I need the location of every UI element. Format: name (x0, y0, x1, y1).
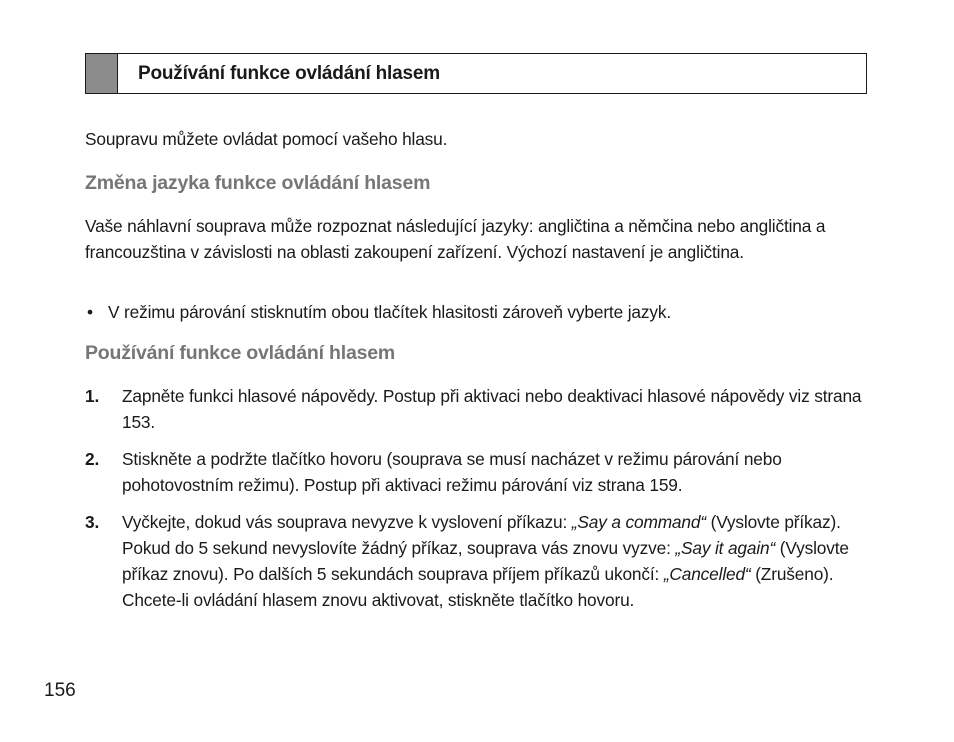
bullet-marker: • (87, 302, 93, 322)
step-text-segment: (Vyslovte příkaz znovu). Po dalších 5 sekundách souprava příjem příkazů ukončí: (122, 538, 849, 584)
language-paragraph: Vaše náhlavní souprava může rozpoznat následující jazyky: angličtina a němčina nebo angličtina a francouzština v závislosti na oblasti zakoupení zařízení. Výchozí nastavení je angličtina. (85, 216, 826, 262)
step-number: 3. (85, 512, 100, 532)
bullet-item (85, 299, 875, 325)
page-title: Používání funkce ovládání hlasem (138, 63, 440, 84)
step-item (85, 509, 875, 613)
section-heading-usage: Používání funkce ovládání hlasem (85, 342, 396, 364)
step-text (122, 509, 875, 613)
step-text-segment: (Zrušeno). Chcete-li ovládání hlasem znovu aktivovat, stiskněte tlačítko hovoru. (122, 564, 834, 610)
step-text-segment: Vyčkejte, dokud vás souprava nevyzve k vyslovení příkazu: (122, 512, 572, 532)
section-title-box (85, 53, 867, 94)
voice-prompt-say-again: „Say it again“ (675, 538, 776, 558)
step-number: 1. (85, 386, 100, 406)
step-text: Zapněte funkci hlasové nápovědy. Postup při aktivaci nebo deaktivaci hlasové nápovědy viz strana 153. (122, 386, 862, 432)
step-item (85, 383, 875, 435)
step-item (85, 446, 875, 498)
step-text: Stiskněte a podržte tlačítko hovoru (souprava se musí nacházet v režimu párování nebo pohotovostním režimu). Postup při aktivaci režimu párování viz strana 159. (122, 449, 782, 495)
step-text-segment: Pokud do 5 sekund nevyslovíte žádný příkaz, souprava vás znovu vyzve: (122, 538, 676, 558)
step-text-segment: (Vyslovte příkaz). (705, 512, 841, 532)
section-heading-language: Změna jazyka funkce ovládání hlasem (85, 172, 431, 194)
title-tab-marker (86, 54, 118, 93)
bullet-text: V režimu párování stisknutím obou tlačítek hlasitosti zároveň vyberte jazyk. (108, 302, 671, 322)
intro-text: Soupravu můžete ovládat pomocí vašeho hlasu. (85, 129, 448, 149)
page-number: 156 (44, 680, 76, 701)
step-number: 2. (85, 449, 100, 469)
voice-prompt-say-command: „Say a command“ (571, 512, 706, 532)
voice-prompt-cancelled: „Cancelled“ (663, 564, 751, 584)
